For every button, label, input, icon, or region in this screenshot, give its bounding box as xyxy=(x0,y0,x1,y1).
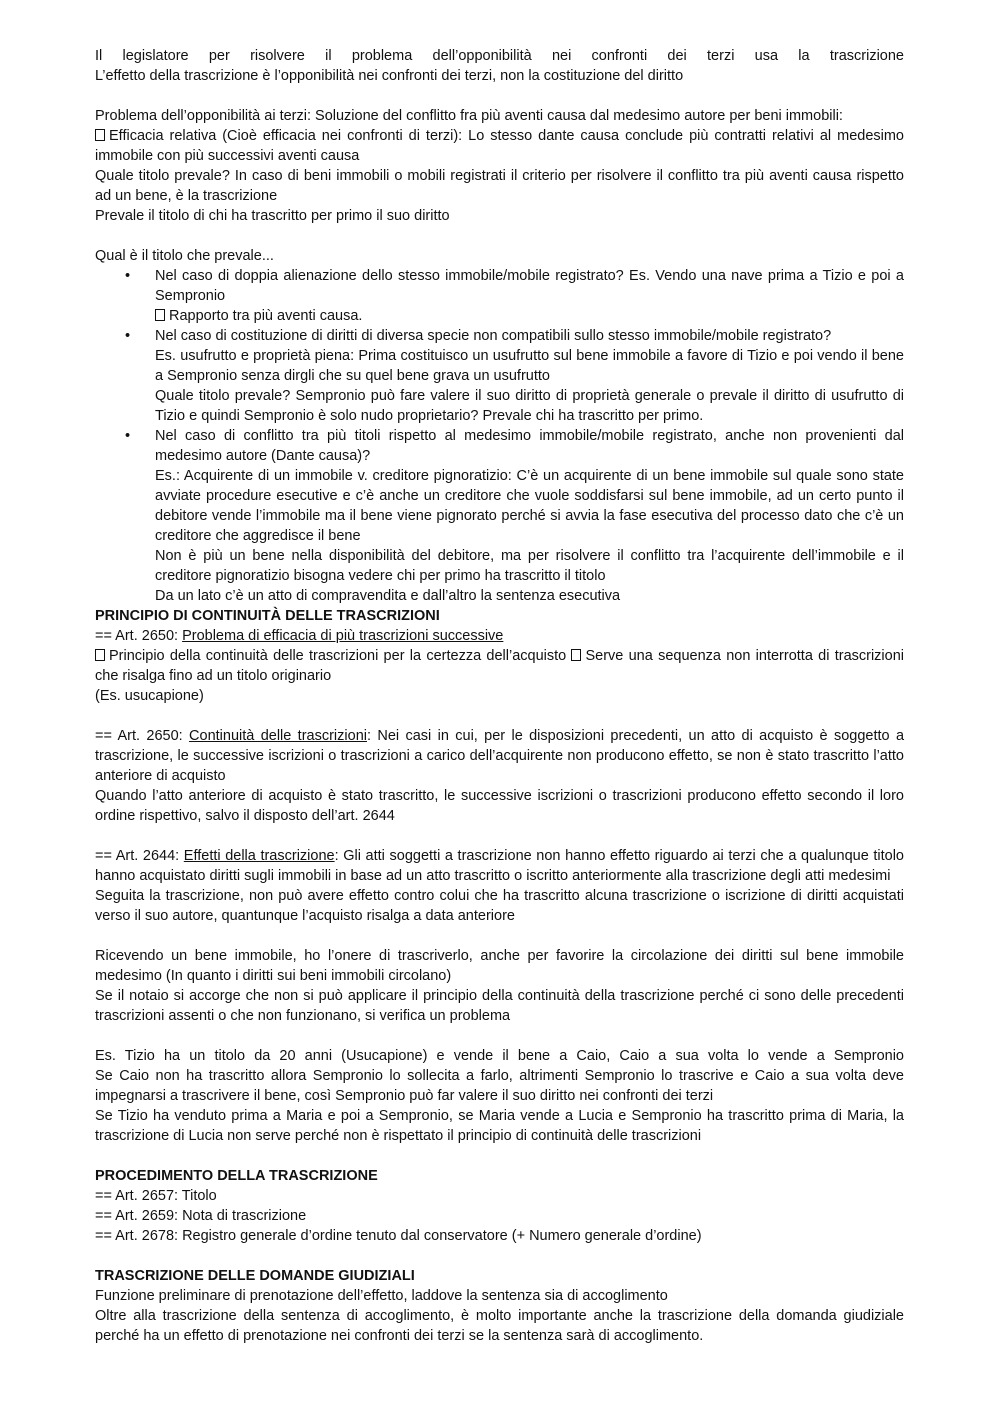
paragraph: L’effetto della trascrizione è l’opponibilità nei confronti dei terzi, non la costituzione del diritto xyxy=(95,68,684,84)
paragraph: Se il notaio si accorge che non si può applicare il principio della continuità della trascrizione perché ci sono delle precedenti trascrizioni assenti o che non funzionano, si verifica un problema xyxy=(95,988,904,1024)
paragraph: Seguita la trascrizione, non può avere effetto contro colui che ha trascritto alcuna trascrizione o iscrizione di diritti acquistati verso il suo autore, quantunque l’acquisto risalga a data anteriore xyxy=(95,888,904,924)
paragraph: Se Tizio ha venduto prima a Maria e poi a Sempronio, se Maria vende a Lucia e Sempronio ha trascritto prima di Maria, la trascrizione di Lucia non serve perché non è rispettato il principio di continuità delle trascrizioni xyxy=(95,1108,904,1144)
article-line: == Art. 2659: Nota di trascrizione xyxy=(95,1208,307,1224)
article-line: == Art. 2657: Titolo xyxy=(95,1188,217,1204)
missing-glyph-icon xyxy=(95,129,105,141)
paragraph: Qual è il titolo che prevale... xyxy=(95,248,274,264)
paragraph: Es. Tizio ha un titolo da 20 anni (Usucapione) e vende il bene a Caio, Caio a sua volta lo vende a Sempronio xyxy=(95,1048,904,1064)
section-heading: PROCEDIMENTO DELLA TRASCRIZIONE xyxy=(95,1168,378,1184)
missing-glyph-icon xyxy=(571,649,581,661)
missing-glyph-icon xyxy=(95,649,105,661)
paragraph: Quale titolo prevale? In caso di beni immobili o mobili registrati il criterio per risolvere il conflitto tra più aventi causa rispetto ad un bene, è la trascrizione xyxy=(95,168,904,204)
bullet-list xyxy=(95,266,904,606)
list-item: • Nel caso di doppia alienazione dello stesso immobile/mobile registrato? Es. Vendo una nave prima a Tizio e poi a Sempronio Rapporto tra più aventi causa. xyxy=(155,266,904,326)
paragraph: Principio della continuità delle trascrizioni per la certezza dell’acquisto Serve una sequenza non interrotta di trascrizioni che risalga fino ad un titolo originario xyxy=(95,648,905,684)
article-line: == Art. 2650: Problema di efficacia di più trascrizioni successive xyxy=(95,628,504,644)
paragraph: Prevale il titolo di chi ha trascritto per primo il suo diritto xyxy=(95,208,450,224)
paragraph: Funzione preliminare di prenotazione dell’effetto, laddove la sentenza sia di accoglimento xyxy=(95,1288,668,1304)
article-line: == Art. 2678: Registro generale d’ordine tenuto dal conservatore (+ Numero generale d’ordine) xyxy=(95,1228,702,1244)
paragraph: Efficacia relativa (Cioè efficacia nei confronti di terzi): Lo stesso dante causa conclude più contratti relativi al medesimo immobile con più successivi aventi causa xyxy=(95,128,904,164)
article-paragraph: == Art. 2644: Effetti della trascrizione: Gli atti soggetti a trascrizione non hanno effetto riguardo ai terzi che a qualunque titolo hanno acquistato diritti sugli immobili in base ad un atto trascritto o iscritto anteriormente alla trascrizione degli atti medesimi xyxy=(95,848,904,884)
missing-glyph-icon xyxy=(155,309,165,321)
document-page xyxy=(95,46,904,1346)
paragraph: Se Caio non ha trascritto allora Sempronio lo sollecita a farlo, altrimenti Sempronio lo trascrive e Caio a sua volta deve impegnarsi a trascrivere il bene, così Sempronio può far valere il suo diritto nei confronti dei terzi xyxy=(95,1068,904,1104)
paragraph: Il legislatore per risolvere il problema dell’opponibilità nei confronti dei terzi usa la trascrizione xyxy=(95,48,904,64)
list-item: • Nel caso di costituzione di diritti di diversa specie non compatibili sullo stesso immobile/mobile registrato? Es. usufrutto e proprietà piena: Prima costituisco un usufrutto sul bene immobile a favore di Tizio e poi vendo il bene a Sempronio senza dirgli che su quel bene grava un usufrutto Quale titolo prevale? Sempronio può fare valere il suo diritto di proprietà generale o prevale il diritto di usufrutto di Tizio e quindi Sempronio è solo nudo proprietario? Prevale chi ha trascritto per primo. xyxy=(155,326,904,426)
list-item: • Nel caso di conflitto tra più titoli rispetto al medesimo immobile/mobile registrato, anche non provenienti dal medesimo autore (Dante causa)? Es.: Acquirente di un immobile v. creditore pignoratizio: C’è un acquirente di un bene immobile sul quale sono state avviate procedure esecutive e c’è anche un creditore che vuole soddisfarsi sul bene immobile, ad un certo punto il debitore vende l’immobile ma il bene viene pignorato perché si avvia la fase esecutiva del processo dato che c’è un creditore che aggredisce il bene Non è più un bene nella disponibilità del debitore, ma per risolvere il conflitto tra l’acquirente dell’immobile e il creditore pignoratizio bisogna vedere chi per primo ha trascritto il titolo Da un lato c’è un atto di compravendita e dall’altro la sentenza esecutiva xyxy=(155,426,904,606)
paragraph: Oltre alla trascrizione della sentenza di accoglimento, è molto importante anche la trascrizione della domanda giudiziale perché ha un effetto di prenotazione nei confronti dei terzi se la sentenza sarà di accoglimento. xyxy=(95,1308,904,1344)
section-heading: TRASCRIZIONE DELLE DOMANDE GIUDIZIALI xyxy=(95,1268,415,1284)
paragraph: Problema dell’opponibilità ai terzi: Soluzione del conflitto fra più aventi causa dal medesimo autore per beni immobili: xyxy=(95,108,843,124)
paragraph: Quando l’atto anteriore di acquisto è stato trascritto, le successive iscrizioni o trascrizioni producono effetto secondo il loro ordine rispettivo, salvo il disposto dell’art. 2644 xyxy=(95,788,904,824)
article-paragraph: == Art. 2650: Continuità delle trascrizioni: Nei casi in cui, per le disposizioni precedenti, un atto di acquisto è soggetto a trascrizione, le successive iscrizioni o trascrizioni a carico dell’acquirente non producono effetto, se non è stato trascritto l’atto anteriore di acquisto xyxy=(95,728,905,784)
paragraph: Ricevendo un bene immobile, ho l’onere di trascriverlo, anche per favorire la circolazione dei diritti sul bene immobile medesimo (In quanto i diritti sui beni immobili circolano) xyxy=(95,948,904,984)
paragraph: (Es. usucapione) xyxy=(95,688,204,704)
section-heading: PRINCIPIO DI CONTINUITÀ DELLE TRASCRIZIONI xyxy=(95,608,440,624)
